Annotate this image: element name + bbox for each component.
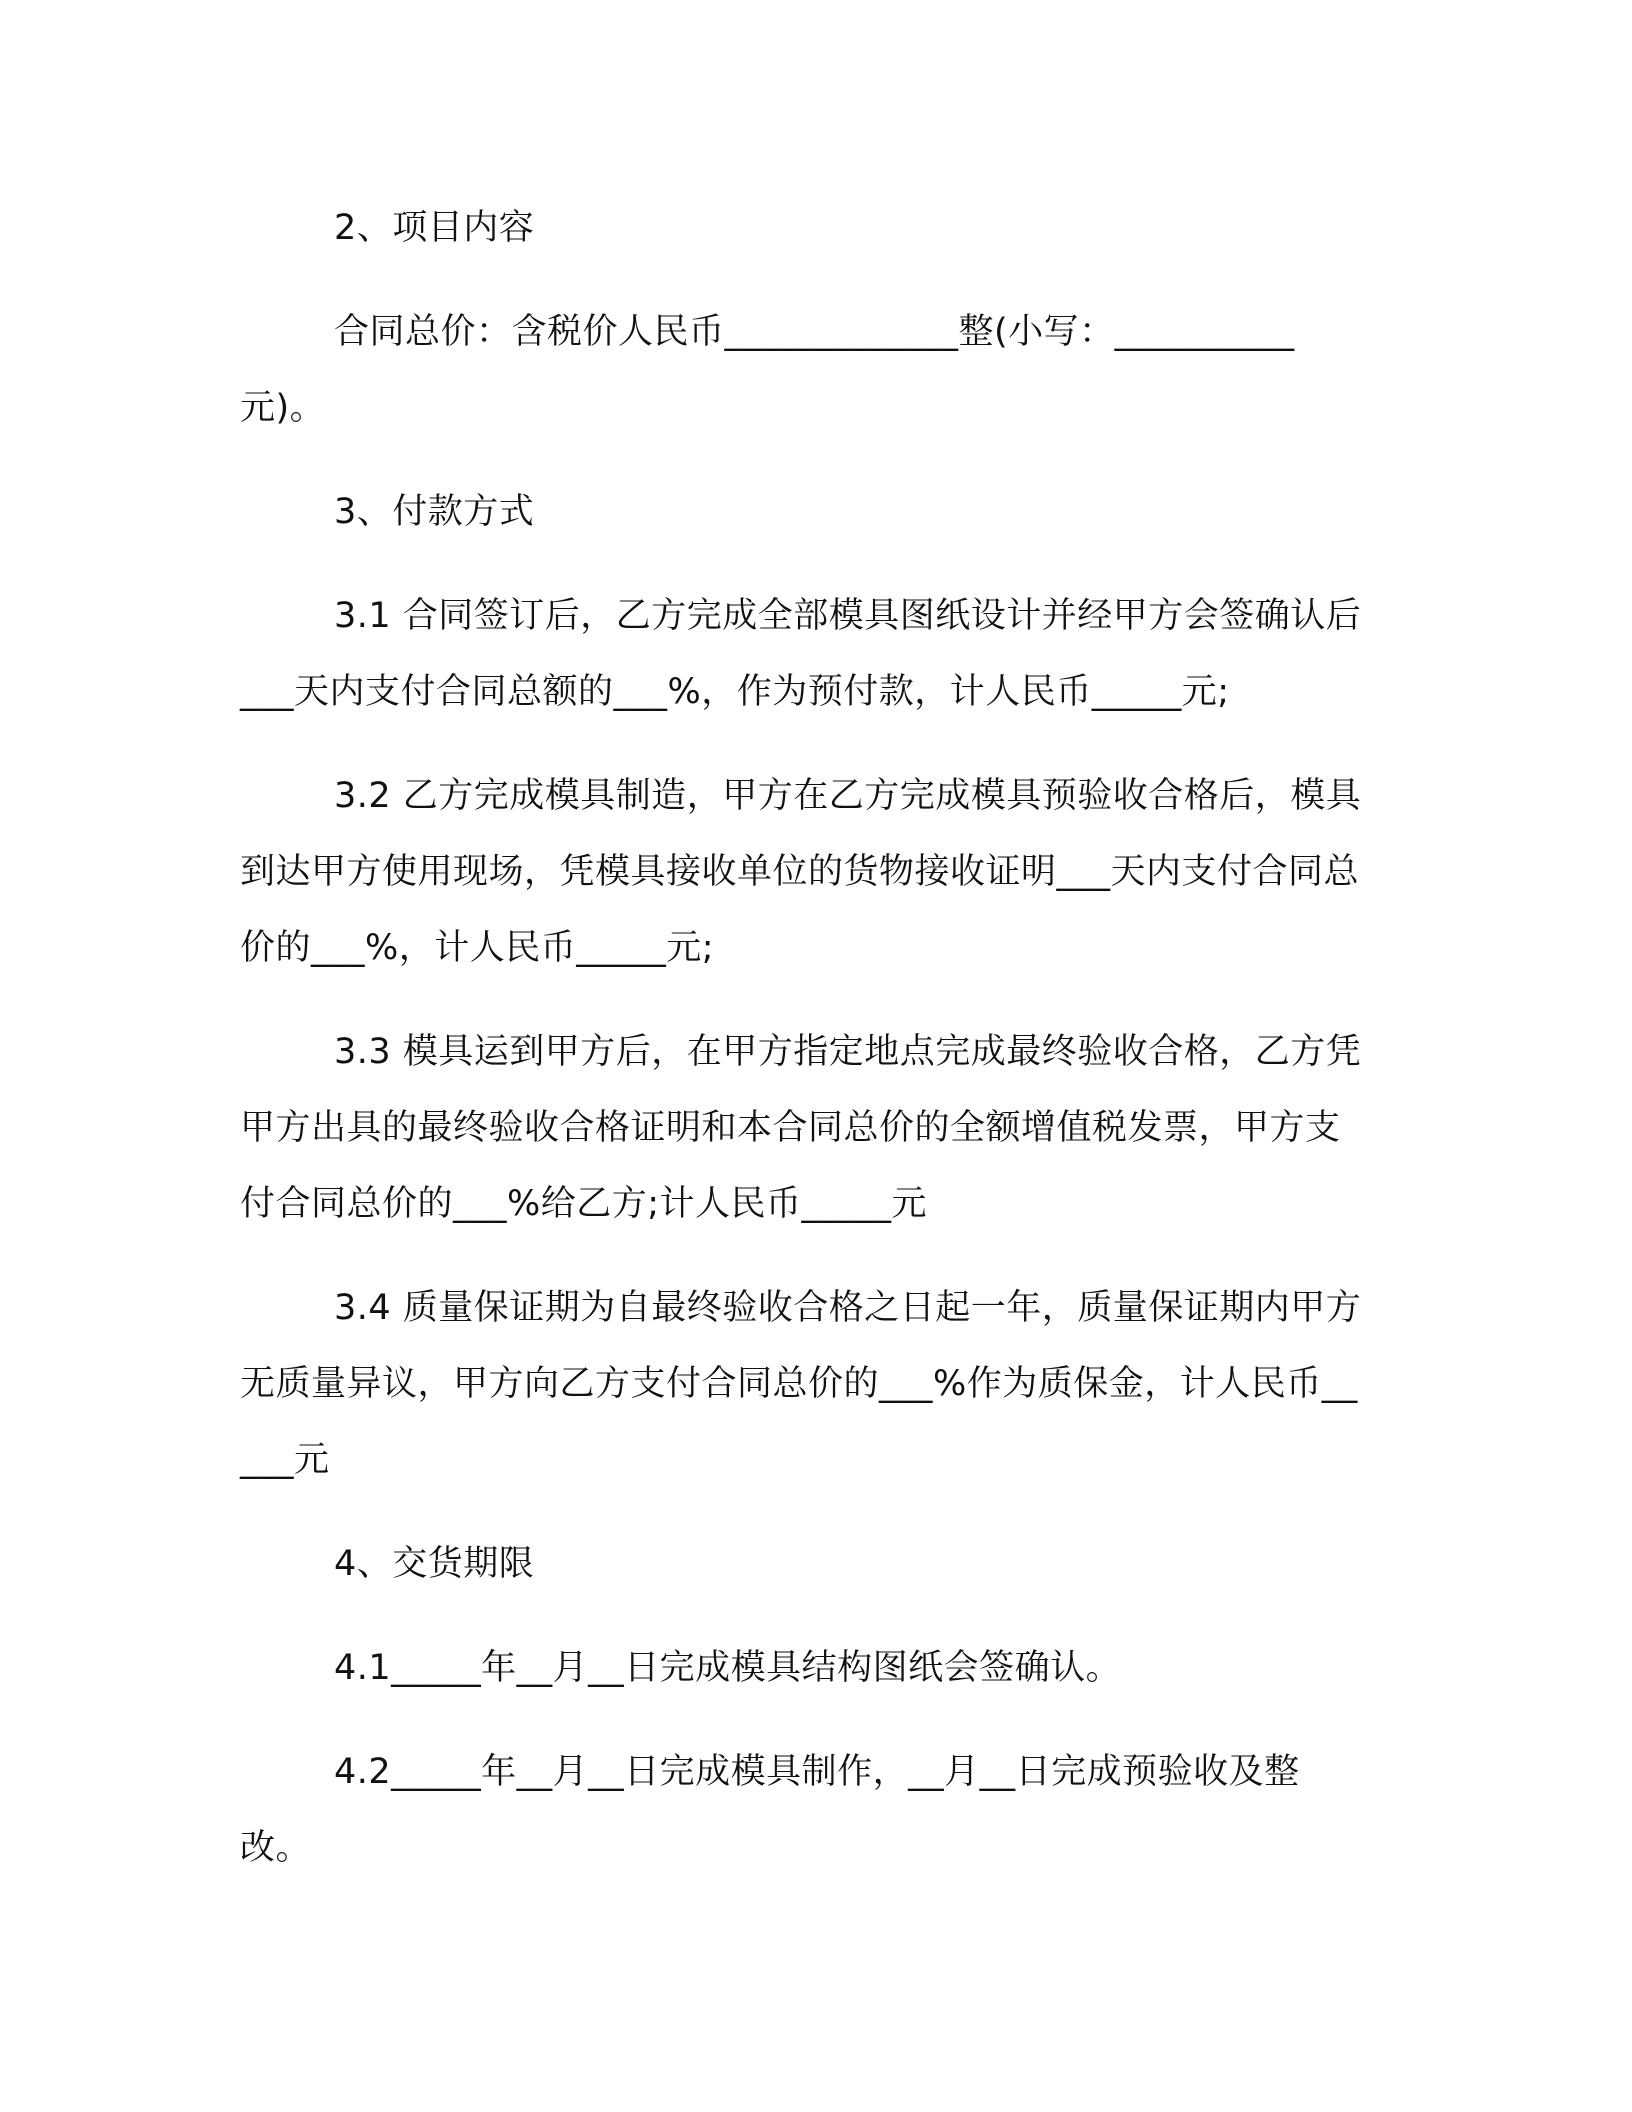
- paragraph-contract-total-price: 合同总价：含税价人民币_____________整(小写：__________元)。: [240, 312, 1295, 428]
- document-body: [240, 190, 1370, 1914]
- paragraph-clause-3-2: 3.2 乙方完成模具制造，甲方在乙方完成模具预验收合格后，模具到达甲方使用现场，凭模具接收单位的货物接收证明___天内支付合同总价的___%，计人民币_____元;: [240, 776, 1362, 968]
- paragraph-clause-3-3: 3.3 模具运到甲方后，在甲方指定地点完成最终验收合格，乙方凭甲方出具的最终验收合格证明和本合同总价的全额增值税发票，甲方支付合同总价的___%给乙方;计人民币_____元: [240, 1032, 1362, 1224]
- paragraph-clause-3-1: 3.1 合同签订后，乙方完成全部模具图纸设计并经甲方会签确认后___天内支付合同总额的___%，作为预付款，计人民币_____元;: [240, 596, 1362, 712]
- paragraph-clause-3-4: 3.4 质量保证期为自最终验收合格之日起一年，质量保证期内甲方无质量异议，甲方向乙方支付合同总价的___%作为质保金，计人民币_____元: [240, 1288, 1362, 1480]
- section-heading-payment-method: 3、付款方式: [334, 492, 535, 532]
- paragraph-clause-4-1: 4.1_____年__月__日完成模具结构图纸会签确认。: [334, 1648, 1122, 1688]
- paragraph-clause-4-2: 4.2_____年__月__日完成模具制作，__月__日完成预验收及整改。: [240, 1752, 1300, 1868]
- section-heading-delivery-deadline: 4、交货期限: [334, 1544, 535, 1584]
- section-heading-project-content: 2、项目内容: [334, 208, 535, 248]
